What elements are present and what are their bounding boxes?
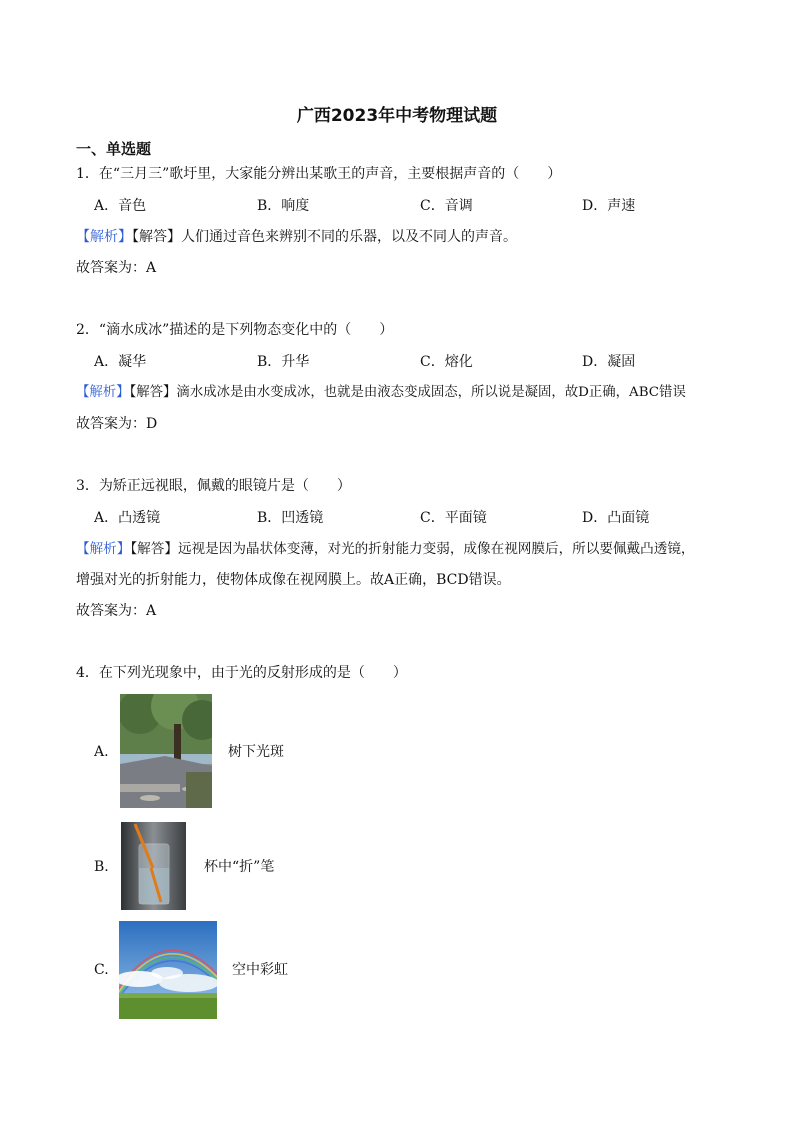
analysis-tag: 【解析】 (76, 541, 131, 557)
q3-option-a: A．凸透镜 (94, 510, 161, 526)
question-4-stem: 4．在下列光现象中，由于光的反射形成的是（ ） (76, 665, 407, 681)
q4-option-c-caption: 空中彩虹 (232, 962, 288, 978)
question-1-stem: 1．在“三月三”歌圩里，大家能分辨出某歌王的声音，主要根据声音的（ ） (76, 166, 562, 182)
question-2-stem: 2．“滴水成冰”描述的是下列物态变化中的（ ） (76, 322, 394, 338)
q3-answer: 故答案为：A (76, 603, 157, 619)
question-3-stem: 3．为矫正远视眼，佩戴的眼镜片是（ ） (76, 478, 351, 494)
q3-option-b: B．凹透镜 (257, 510, 324, 526)
q1-option-a: A．音色 (94, 198, 147, 214)
q2-option-c: C．熔化 (420, 354, 473, 370)
q1-answer: 故答案为：A (76, 260, 157, 276)
analysis-text: 【解答】人们通过音色来辨别不同的乐器，以及不同人的声音。 (132, 229, 517, 245)
q4-option-a-caption: 树下光斑 (228, 744, 284, 760)
q2-option-b: B．升华 (257, 354, 310, 370)
q3-analysis (76, 539, 695, 559)
pen-in-glass-photo (121, 822, 186, 910)
q2-analysis (76, 383, 686, 403)
analysis-text: 【解答】滴水成冰是由水变成冰，也就是由液态变成固态，所以说是凝固，故D正确，ABC错误 (129, 385, 686, 400)
analysis-tag: 【解析】 (76, 229, 132, 245)
q4-option-b-letter: B. (94, 859, 109, 875)
page-title: 广西2023年中考物理试题 (296, 106, 498, 126)
q1-option-d: D．声速 (582, 198, 636, 214)
section-heading: 一、单选题 (76, 140, 152, 158)
tree-shade-photo (120, 694, 212, 808)
q2-answer: 故答案为：D (76, 416, 158, 432)
q2-option-a: A．凝华 (94, 354, 147, 370)
q4-option-a-letter: A. (94, 744, 109, 760)
q4-option-c-letter: C. (94, 962, 109, 978)
analysis-tag: 【解析】 (76, 385, 130, 400)
q3-option-d: D．凸面镜 (582, 510, 650, 526)
q1-option-c: C．音调 (420, 198, 473, 214)
q3-analysis-line-2: 增强对光的折射能力，使物体成像在视网膜上。故A正确，BCD错误。 (76, 572, 511, 588)
q1-analysis (76, 227, 517, 247)
q4-option-b-caption: 杯中“折”笔 (204, 859, 275, 875)
q1-option-b: B．响度 (257, 198, 310, 214)
rainbow-photo (119, 921, 217, 1019)
analysis-text: 【解答】远视是因为晶状体变薄，对光的折射能力变弱，成像在视网膜后，所以要佩戴凸透镜， (130, 541, 695, 557)
q3-option-c: C．平面镜 (420, 510, 487, 526)
q2-option-d: D．凝固 (582, 354, 636, 370)
